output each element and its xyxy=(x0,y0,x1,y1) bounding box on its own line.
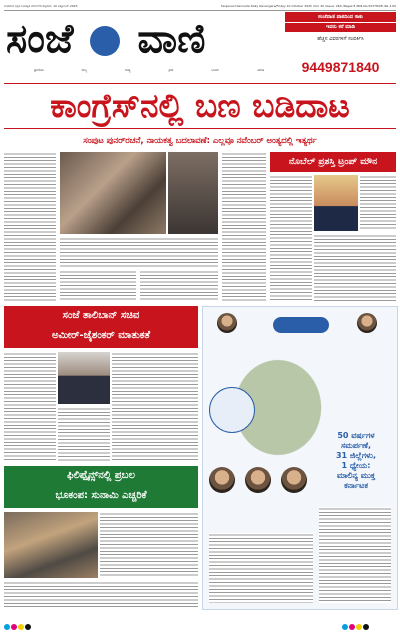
masthead xyxy=(4,11,269,77)
nav-item-special[interactable]: ವಿಶೇಷ xyxy=(256,68,264,72)
taliban-headline-2: ಅಮೀರ್-ಜೈಶಂಕರ್ ಮಾತುಕತೆ xyxy=(51,330,150,341)
ad-photo-grid xyxy=(209,467,313,527)
leader-photo-icon xyxy=(281,467,307,493)
board-logo-icon xyxy=(273,317,329,333)
lead-subhead: ಸಂಪುಟ ಪುನರ್‌ರಚನೆ, ನಾಯಕತ್ವ ಬದಲಾವಣೆ: ಎಲ್ಲವೂ ನವೆಂಬರ್ ಅಂತ್ಯದಲ್ಲಿ ಇತ್ಯರ್ಥ xyxy=(83,135,317,145)
nobel-body-right xyxy=(360,175,396,231)
quake-banner xyxy=(4,466,198,508)
ad-phone: 9449871840 xyxy=(301,59,380,75)
masthead-ad xyxy=(285,12,396,78)
leader-photo-icon xyxy=(245,467,271,493)
registration-marks-right xyxy=(342,615,400,623)
dateline-right: Sanjevani Kannada Daily Davangere/Friday 10 October 2025 /Vol: 20 /Issue: 264 /Pages 8 /RNI No.50378/08 /Rs 2.00 xyxy=(220,4,396,8)
ad-portrait-1 xyxy=(209,313,245,343)
quake-headline-1: ಫಿಲಿಪ್ಪೈನ್ಸ್‌ನಲ್ಲಿ ಪ್ರಬಲ xyxy=(67,470,135,481)
nobel-body-left xyxy=(270,175,312,302)
pollution-board-ad xyxy=(202,306,398,610)
lead-body-column xyxy=(222,152,266,302)
leader-photo-icon xyxy=(209,467,235,493)
ad-line6: ಕರ್ನಾಟಕ xyxy=(344,481,368,490)
taliban-body-left xyxy=(4,352,56,462)
taliban-body-mid xyxy=(58,407,110,462)
lead-caption-text xyxy=(60,237,218,267)
leader-photo-icon xyxy=(357,313,377,333)
taliban-headline-1: ಸಂಜೆ ತಾಲಿಬಾನ್ ಸಚಿವ xyxy=(62,310,140,321)
trump-photo xyxy=(314,175,358,231)
ad-line5: ಮಾಲಿನ್ಯ ಮುಕ್ತ xyxy=(336,471,376,480)
lead-photo-1 xyxy=(60,152,166,234)
lead-body-left xyxy=(60,270,136,302)
nav-item-national[interactable]: ರಾಷ್ಟ್ರ xyxy=(125,68,131,72)
masthead-name-part1: ಸಂಜೆ xyxy=(6,16,74,62)
ad-line4: 1 ಧ್ಯೇಯ: xyxy=(341,461,371,470)
quake-photo xyxy=(4,512,98,578)
nav-item-regional[interactable]: ಪ್ರಾದೇಶಿಕ xyxy=(34,68,44,72)
ad-body-text-right xyxy=(319,507,391,603)
jaishankar-photo xyxy=(58,352,110,404)
leader-photo-icon xyxy=(217,313,237,333)
taliban-banner xyxy=(4,306,198,348)
anniversary-emblem-icon xyxy=(209,387,255,433)
ad-portrait-2 xyxy=(343,313,391,343)
ad-banner-line2: ಇವರು ಕರೆ ಮಾಡಿ xyxy=(285,23,396,32)
ad-banner-line3: ಹೆಚ್ಚಿನ ವಿವರಗಳಿಗೆ ಸಂಪರ್ಕಿಸಿ xyxy=(317,36,364,42)
masthead-name-part2: ವಾಣಿ xyxy=(137,16,206,62)
quake-body-right xyxy=(100,512,198,578)
masthead-title xyxy=(6,15,266,63)
ad-line1: 50 ವರ್ಷಗಳ xyxy=(337,431,375,440)
ad-line2: ಸಮರ್ಪಣೆ, xyxy=(341,441,371,450)
masthead-nav xyxy=(34,65,264,75)
lead-headline: ಕಾಂಗ್ರೆಸ್‌ನಲ್ಲಿ ಬಣ ಬಡಿದಾಟ xyxy=(4,83,396,129)
ad-line3: 31 ಜಿಲ್ಲೆಗಳು, xyxy=(335,451,376,460)
dateline-left: ಸಂಜೆವಾಣಿ ಕನ್ನಡ ದಿನಪತ್ರಿಕೆ ದಾವಣಗೆರೆ ಶುಕ್ರವಾರ, 10 ಅಕ್ಟೋಬರ್ 2025 xyxy=(4,4,78,8)
lead-photo-2 xyxy=(168,152,218,234)
lead-body-right xyxy=(140,270,218,302)
leader-photo-icon xyxy=(289,403,319,433)
dove-emblem-icon xyxy=(90,26,120,56)
left-column-text xyxy=(4,152,56,302)
dateline xyxy=(4,3,396,11)
registration-marks-left xyxy=(4,615,64,623)
ad-banner-line1: ಸಂಜೆವಾಣಿ ಪಾಠದಿಂದ ಸಾಕು xyxy=(285,12,396,22)
nobel-body-bottom xyxy=(314,234,396,302)
nav-item-sports[interactable]: ಕ್ರೀಡೆ xyxy=(168,68,174,72)
ad-slogan xyxy=(319,431,393,501)
nav-item-cinema[interactable]: ಸಿನಿಮಾ xyxy=(211,68,219,72)
quake-body-bottom xyxy=(4,581,198,608)
quake-headline-2: ಭೂಕಂಪ: ಸುನಾಮಿ ಎಚ್ಚರಿಕೆ xyxy=(55,490,147,501)
taliban-body-right xyxy=(112,352,198,462)
nobel-headline: ನೊಬೆಲ್ ಪ್ರಶಸ್ತಿ ಟ್ರಂಪ್ ಮೌನ xyxy=(270,152,396,172)
ad-body-text xyxy=(209,533,313,603)
nav-item-state[interactable]: ರಾಜ್ಯ xyxy=(81,68,88,72)
